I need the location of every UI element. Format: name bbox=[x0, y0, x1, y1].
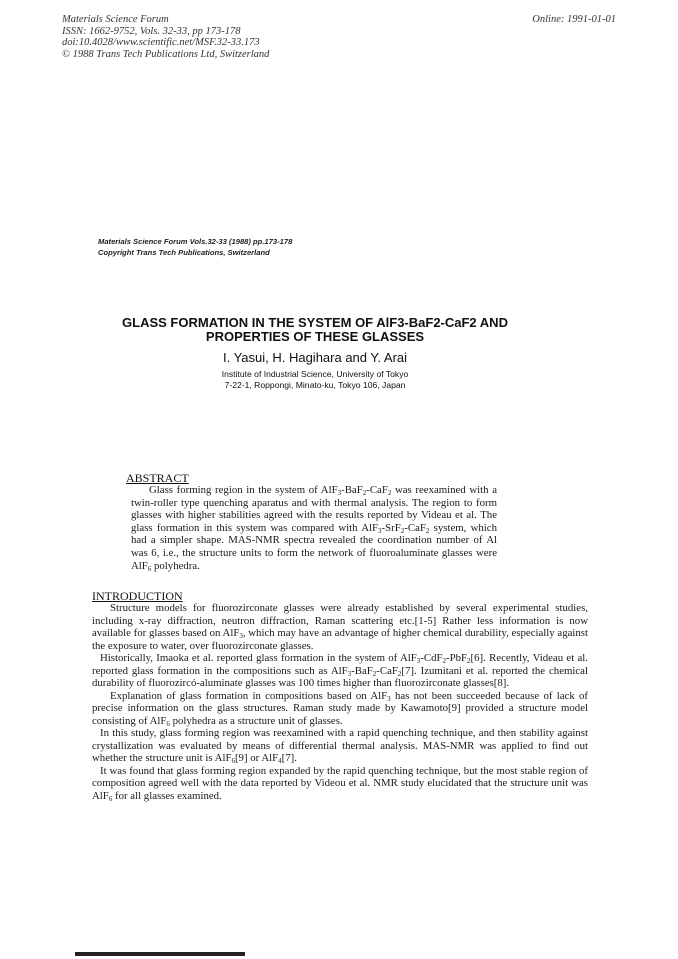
citation-block bbox=[98, 236, 292, 258]
introduction-body bbox=[92, 602, 588, 802]
citation-line: Materials Science Forum Vols.32-33 (1988) pp.173-178 bbox=[98, 237, 293, 246]
intro-paragraph: It was found that glass forming region expanded by the rapid quenching technique, but the most stable region of composition agreed well with the data reported by Videou et al. NMR study elucidated that the structure unit was AlF$_6$ for all glasses examined. bbox=[92, 764, 588, 803]
title-line-2: PROPERTIES OF THESE GLASSES bbox=[205, 328, 425, 344]
affiliation bbox=[110, 369, 520, 391]
intro-paragraph: In this study, glass forming region was reexamined with a rapid quenching technique, and then stability against crystallization was evaluated by means of differential thermal analysis. MAS-NMR was applied to find out whether the structure unit is AlF$_6$[9] or AlF$_4$[7]. bbox=[92, 727, 588, 765]
doi-link[interactable]: doi:10.4028/www.scientific.net/MSF.32-33.173 bbox=[62, 37, 260, 48]
online-date: Online: 1991-01-01 bbox=[532, 14, 616, 25]
abstract-heading: ABSTRACT bbox=[126, 471, 189, 485]
authors: I. Yasui, H. Hagihara and Y. Arai bbox=[222, 350, 408, 365]
journal-name: Materials Science Forum bbox=[62, 14, 169, 25]
introduction-heading: INTRODUCTION bbox=[92, 589, 183, 603]
affiliation-line-1: Institute of Industrial Science, University of Tokyo bbox=[221, 369, 409, 379]
paper-title bbox=[110, 316, 520, 343]
issn-line: ISSN: 1662-9752, Vols. 32-33, pp 173-178 bbox=[62, 25, 241, 37]
journal-header bbox=[62, 14, 269, 60]
copyright-line: © 1988 Trans Tech Publications Ltd, Switzerland bbox=[62, 48, 270, 60]
intro-paragraph: Historically, Imaoka et al. reported glass formation in the system of AlF$_3$-CdF$_2$-PbF$_2$[6]. Recently, Videau et al. reported glass formation in the compositions such as AlF$_3$-BaF$_2$-CaF$_2$[7]. Izumitani et al. reported the chemical durability of fluorozircó-aluminate glasses was 100 times higher than fluorozirconate glasses[8]. bbox=[92, 652, 588, 689]
footer-rule bbox=[75, 952, 245, 956]
intro-paragraph: Explanation of glass formation in compositions based on AlF$_3$ has not been succeeded because of lack of precise information on the glass structures. Raman study made by Kawamoto[9] provided a structure model consisting of AlF$_6$ polyhedra as a structure unit of glasses. bbox=[92, 689, 588, 728]
affiliation-line-2: 7-22-1, Roppongi, Minato-ku, Tokyo 106, Japan bbox=[224, 380, 406, 390]
intro-paragraph: Structure models for fluorozirconate glasses were already established by several experimental studies, including x-ray diffraction, neutron diffraction, Raman scattering etc.[1-5] Rather less information is now available for glasses based on AlF$_3$, which may have an advantage of higher chemical durability, especially against the exposure to water, over fluorozirconate glasses. bbox=[92, 602, 588, 652]
abstract-body bbox=[131, 484, 497, 572]
title-line-1: GLASS FORMATION IN THE SYSTEM OF AlF3-BaF2-CaF2 AND bbox=[122, 315, 508, 330]
copyright-notice: Copyright Trans Tech Publications, Switzerland bbox=[98, 248, 270, 257]
abstract-paragraph: Glass forming region in the system of AlF$_3$-BaF$_2$-CaF$_2$ was reexamined with a twin-roller type quenching aparatus and with thermal analysis. The region to form glasses with higher stabilities agreed with the results reported by Videau et al. The glass formation in this system was compared with AlF$_3$-SrF$_2$-CaF$_2$ system, which had a simpler shape. MAS-NMR spectra revealed the coordination number of Al was 6, i.e., the structure units to form the network of fluoroaluminate glasses were AlF$_6$ polyhedra. bbox=[131, 484, 498, 573]
